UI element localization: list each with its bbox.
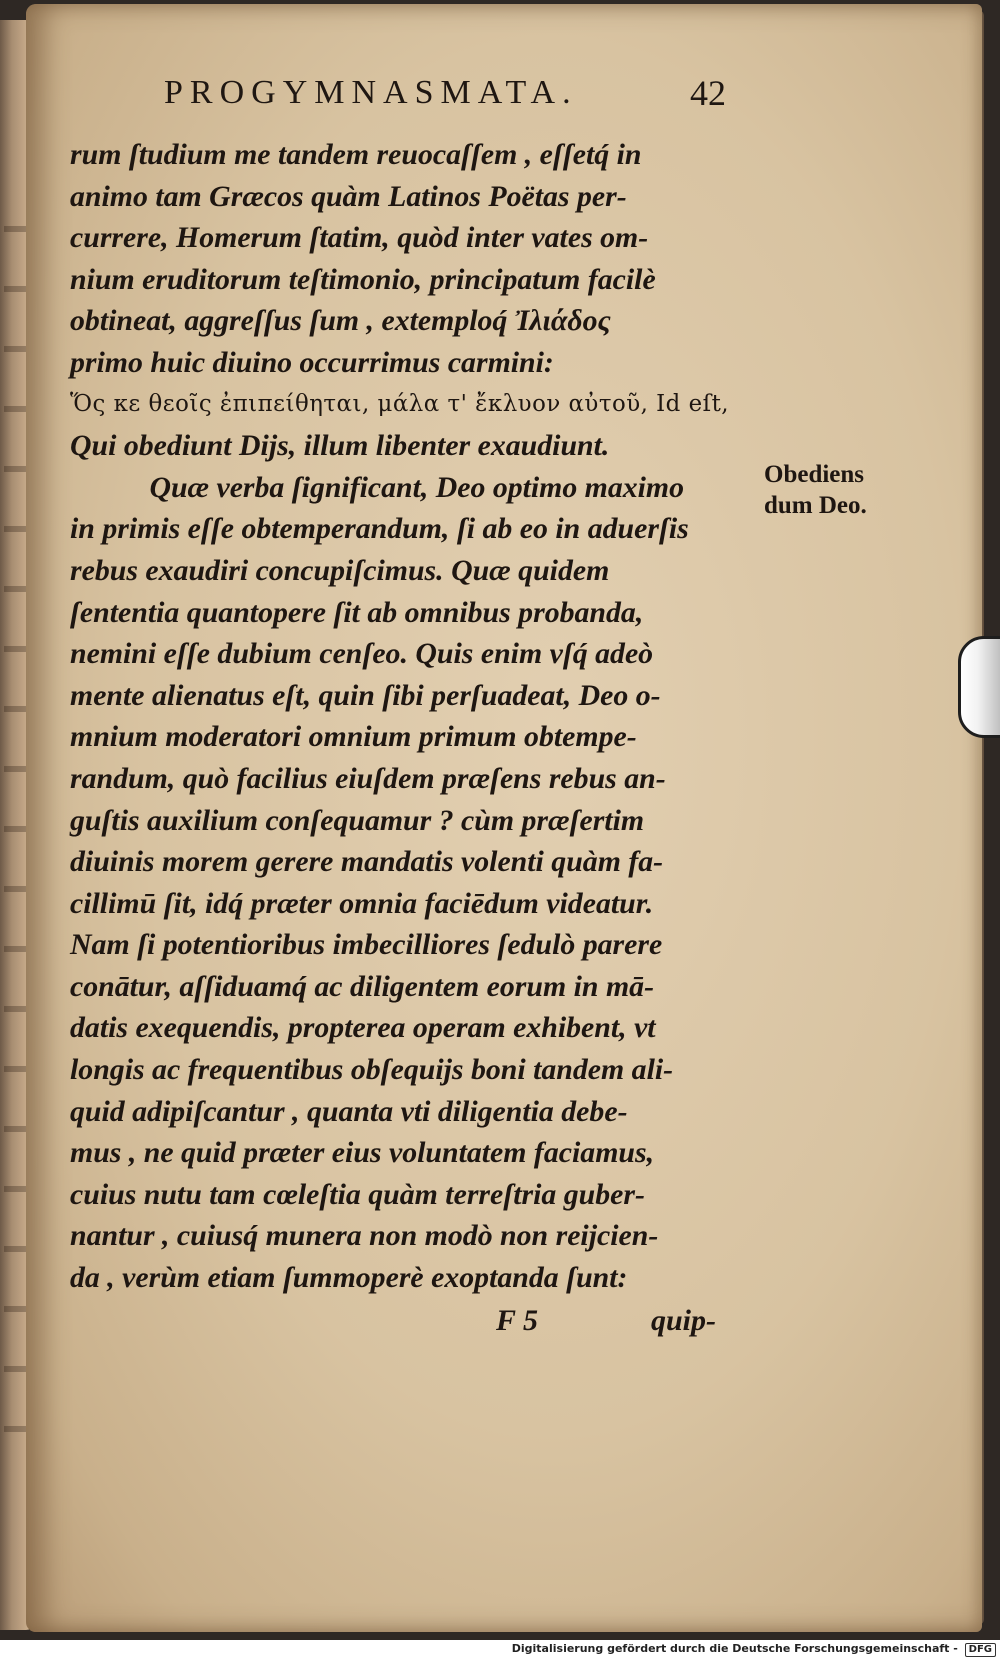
text-line: quid adipiſcantur , quanta vti diligentia debe- bbox=[70, 1094, 628, 1128]
book-clip bbox=[958, 636, 1000, 738]
text-line: longis ac frequentibus obſequijs boni tandem ali- bbox=[70, 1053, 674, 1087]
text-line: in primis eſſe obtemperandum, ſi ab eo in aduerſis bbox=[70, 512, 689, 546]
marginal-note bbox=[764, 459, 867, 521]
digitization-footer bbox=[0, 1640, 1000, 1660]
text-line: primo huic diuino occurrimus carmini: bbox=[70, 345, 554, 379]
text-line: guſtis auxilium conſequamur ? cùm præſertim bbox=[70, 803, 645, 837]
text-line: conātur, aſſiduamq́ ac diligentem eorum in mā- bbox=[70, 969, 655, 1003]
signature-mark: F 5 bbox=[496, 1304, 538, 1337]
text-line: da , verùm etiam ſummoperè exoptanda ſunt: bbox=[70, 1261, 628, 1295]
text-line: cuius nutu tam cœleſtia quàm terreſtria guber- bbox=[70, 1177, 645, 1211]
page-surface bbox=[26, 4, 982, 1632]
text-line: mente alienatus eſt, quin ſibi perſuadeat, Deo o- bbox=[70, 678, 661, 712]
text-line: Quæ verba ſignificant, Deo optimo maximo bbox=[149, 470, 684, 504]
catchword: quip- bbox=[651, 1304, 717, 1337]
text-line: nemini eſſe dubium cenſeo. Quis enim vſq́ adeò bbox=[70, 637, 654, 671]
text-line: rum ſtudium me tandem reuocaſſem , eſſetq́ in bbox=[70, 138, 642, 171]
text-line: rebus exaudiri concupiſcimus. Quæ quidem bbox=[70, 553, 610, 587]
text-line: randum, quò facilius eiuſdem præſens rebus an- bbox=[70, 761, 666, 795]
text-line: currere, Homerum ſtatim, quòd inter vates om- bbox=[70, 221, 649, 255]
text-line: ſententia quantopere ſit ab omnibus probanda, bbox=[70, 595, 644, 629]
text-line: Qui obediunt Dijs, illum libenter exaudiunt. bbox=[70, 429, 610, 463]
text-line: datis exequendis, propterea operam exhibent, vt bbox=[70, 1011, 656, 1045]
body-text bbox=[70, 134, 760, 1299]
running-head: PROGYMNASMATA. bbox=[164, 74, 578, 111]
page-number: 42 bbox=[690, 73, 726, 113]
text-line: obtineat, aggreſſus ſum , extemploq́ Ἰλιάδος bbox=[70, 304, 611, 338]
dfg-logo: DFG bbox=[965, 1643, 996, 1657]
text-line: animo tam Græcos quàm Latinos Poëtas per- bbox=[70, 179, 627, 213]
footer-credit-text: Digitalisierung gefördert durch die Deutsche Forschungsgemeinschaft - bbox=[511, 1642, 958, 1655]
marginal-note-line: dum Deo. bbox=[764, 492, 867, 519]
text-line: Nam ſi potentioribus imbecilliores ſedulò parere bbox=[70, 928, 663, 962]
text-line: nium eruditorum teſtimonio, principatum facilè bbox=[70, 262, 656, 296]
footer-credit bbox=[512, 1642, 996, 1657]
greek-quotation-line: Ὅς κε θεοῖς ἐπιπείθηται, μάλα τ' ἔκλυον αὐτοῦ, Id eſt, bbox=[70, 390, 730, 417]
text-line: mnium moderatori omnium primum obtempe- bbox=[70, 720, 637, 754]
text-line: diuinis morem gerere mandatis volenti quàm fa- bbox=[70, 845, 664, 879]
marginal-note-line: Obediens bbox=[764, 461, 865, 488]
text-line: mus , ne quid præter eius voluntatem faciamus, bbox=[70, 1136, 655, 1170]
text-line: nantur , cuiusq́ munera non modò non reijcien- bbox=[70, 1219, 659, 1253]
text-line: cillimū ſit, idq́ præter omnia faciēdum videatur. bbox=[70, 886, 654, 920]
